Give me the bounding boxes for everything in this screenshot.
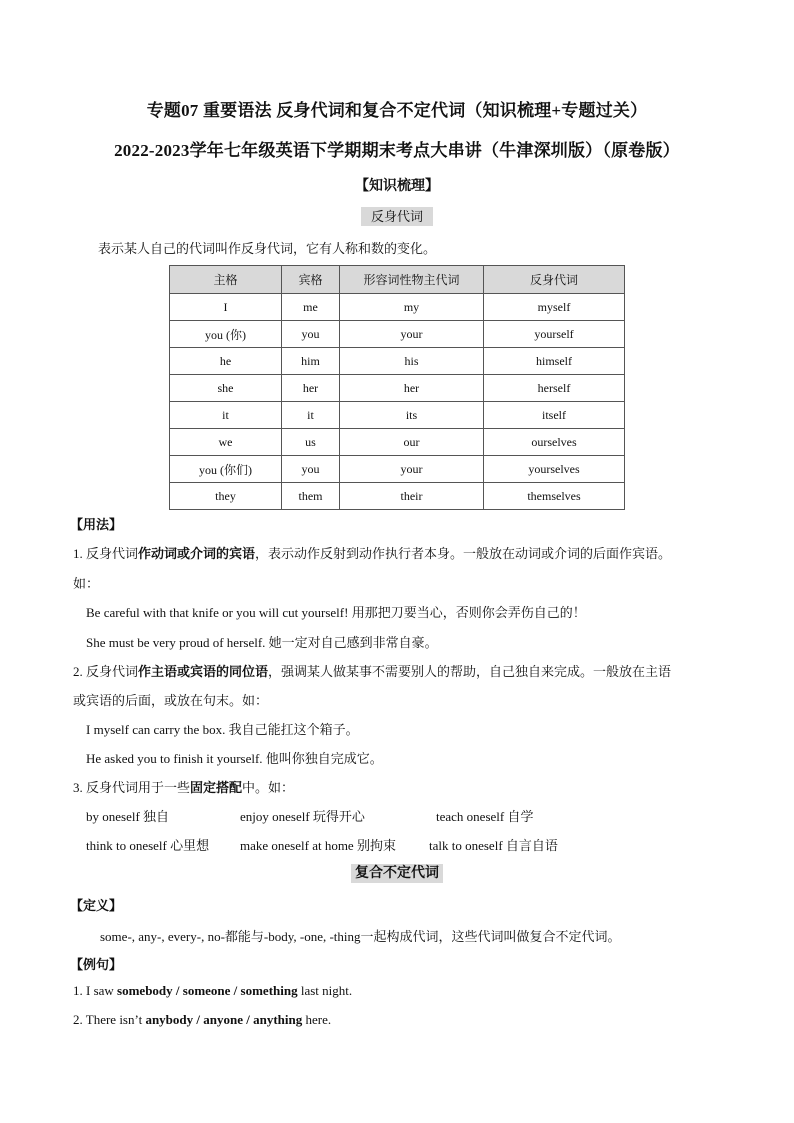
usage-point-2-suffix: ，强调某人做某事不需要别人的帮助，自己独自来完成。一般放在主语 — [268, 664, 672, 679]
table-cell: you — [282, 456, 340, 483]
table-cell: they — [170, 483, 282, 510]
definition-heading: 【定义】 — [70, 898, 123, 913]
table-cell: us — [282, 429, 340, 456]
table-cell: themselves — [484, 483, 625, 510]
section-heading-knowledge: 【知识梳理】 — [355, 179, 439, 194]
table-cell: ourselves — [484, 429, 625, 456]
pronoun-table — [169, 265, 625, 510]
table-cell: you — [282, 321, 340, 348]
usage-point-1 — [73, 543, 671, 562]
usage-point-1-cont: 如： — [73, 576, 100, 591]
usage-heading: 【用法】 — [70, 517, 123, 532]
table-cell: herself — [484, 375, 625, 402]
sentence-1-suffix: last night. — [297, 983, 353, 998]
table-cell: his — [340, 348, 484, 375]
table-cell: myself — [484, 294, 625, 321]
compound-sentence-1 — [73, 983, 352, 999]
compound-sentence-2 — [73, 1012, 331, 1028]
page-title-line-1: 专题07 重要语法 反身代词和复合不定代词（知识梳理+专题过关） — [146, 101, 648, 120]
compound-label: 复合不定代词 — [351, 864, 443, 883]
usage-point-2 — [73, 661, 671, 680]
table-cell: you (你们) — [170, 456, 282, 483]
table-cell: its — [340, 402, 484, 429]
header-reflexive: 反身代词 — [484, 266, 625, 294]
phrase-item: think to oneself 心里想 — [86, 838, 210, 853]
example-heading: 【例句】 — [70, 957, 123, 972]
sentence-1-prefix: 1. I saw — [73, 983, 118, 998]
phrase-item: talk to oneself 自言自语 — [429, 838, 558, 853]
usage-point-2-cont: 或宾语的后面，或放在句末。如： — [73, 693, 269, 708]
table-cell: her — [282, 375, 340, 402]
usage-point-3-prefix: 3. 反身代词用于一些 — [73, 780, 191, 795]
reflexive-label-wrap — [0, 206, 794, 226]
table-cell: your — [340, 456, 484, 483]
usage-point-3 — [73, 777, 294, 796]
table-cell: them — [282, 483, 340, 510]
example-2: She must be very proud of herself. 她一定对自己感到非常自豪。 — [86, 635, 438, 650]
sentence-2-suffix: here. — [302, 1012, 332, 1027]
table-cell: we — [170, 429, 282, 456]
header-nominative: 主格 — [170, 266, 282, 294]
header-objective: 宾格 — [282, 266, 340, 294]
table-cell: I — [170, 294, 282, 321]
usage-point-2-bold: 作主语或宾语的同位语 — [138, 664, 269, 679]
table-cell: him — [282, 348, 340, 375]
page-title-line-2: 2022-2023学年七年级英语下学期期末考点大串讲（牛津深圳版）（原卷版） — [114, 141, 680, 160]
usage-point-2-prefix: 2. 反身代词 — [73, 664, 139, 679]
table-row — [170, 294, 625, 321]
table-row — [170, 375, 625, 402]
table-cell: me — [282, 294, 340, 321]
phrase-item: make oneself at home 别拘束 — [240, 838, 396, 853]
usage-point-1-suffix: ，表示动作反射到动作执行者本身。一般放在动词或介词的后面作宾语。 — [255, 546, 672, 561]
table-row — [170, 456, 625, 483]
compound-label-wrap — [0, 862, 794, 882]
table-cell: it — [282, 402, 340, 429]
table-cell: it — [170, 402, 282, 429]
table-cell: you (你) — [170, 321, 282, 348]
example-4: He asked you to finish it yourself. 他叫你独自完成它。 — [86, 751, 383, 766]
table-cell: her — [340, 375, 484, 402]
phrase-item: teach oneself 自学 — [436, 809, 534, 824]
usage-point-1-bold: 作动词或介词的宾语 — [138, 546, 256, 561]
table-row — [170, 402, 625, 429]
table-cell: yourselves — [484, 456, 625, 483]
phrase-item: enjoy oneself 玩得开心 — [240, 809, 365, 824]
reflexive-label: 反身代词 — [361, 207, 433, 226]
table-row — [170, 483, 625, 510]
table-cell: himself — [484, 348, 625, 375]
table-cell: their — [340, 483, 484, 510]
table-cell: he — [170, 348, 282, 375]
table-row — [170, 321, 625, 348]
table-cell: yourself — [484, 321, 625, 348]
usage-point-3-bold: 固定搭配 — [190, 780, 243, 795]
table-row — [170, 348, 625, 375]
reflexive-intro: 表示某人自己的代词叫作反身代词，它有人称和数的变化。 — [98, 241, 437, 256]
usage-point-3-suffix: 中。如： — [242, 780, 295, 795]
example-1: Be careful with that knife or you will cut yourself! 用那把刀要当心，否则你会弄伤自己的！ — [86, 605, 586, 620]
header-possessive: 形容词性物主代词 — [340, 266, 484, 294]
table-header-row — [170, 266, 625, 294]
table-cell: she — [170, 375, 282, 402]
usage-point-1-prefix: 1. 反身代词 — [73, 546, 139, 561]
table-row — [170, 429, 625, 456]
sentence-1-bold: somebody / someone / something — [117, 983, 298, 998]
sentence-2-prefix: 2. There isn’t — [73, 1012, 146, 1027]
sentence-2-bold: anybody / anyone / anything — [145, 1012, 303, 1027]
example-3: I myself can carry the box. 我自己能扛这个箱子。 — [86, 722, 359, 737]
definition-text: some-, any-, every-, no-都能与-body, -one, -thing一起构成代词，这些代词叫做复合不定代词。 — [100, 929, 621, 944]
table-cell: our — [340, 429, 484, 456]
phrase-item: by oneself 独自 — [86, 809, 170, 824]
table-cell: your — [340, 321, 484, 348]
table-cell: itself — [484, 402, 625, 429]
table-cell: my — [340, 294, 484, 321]
